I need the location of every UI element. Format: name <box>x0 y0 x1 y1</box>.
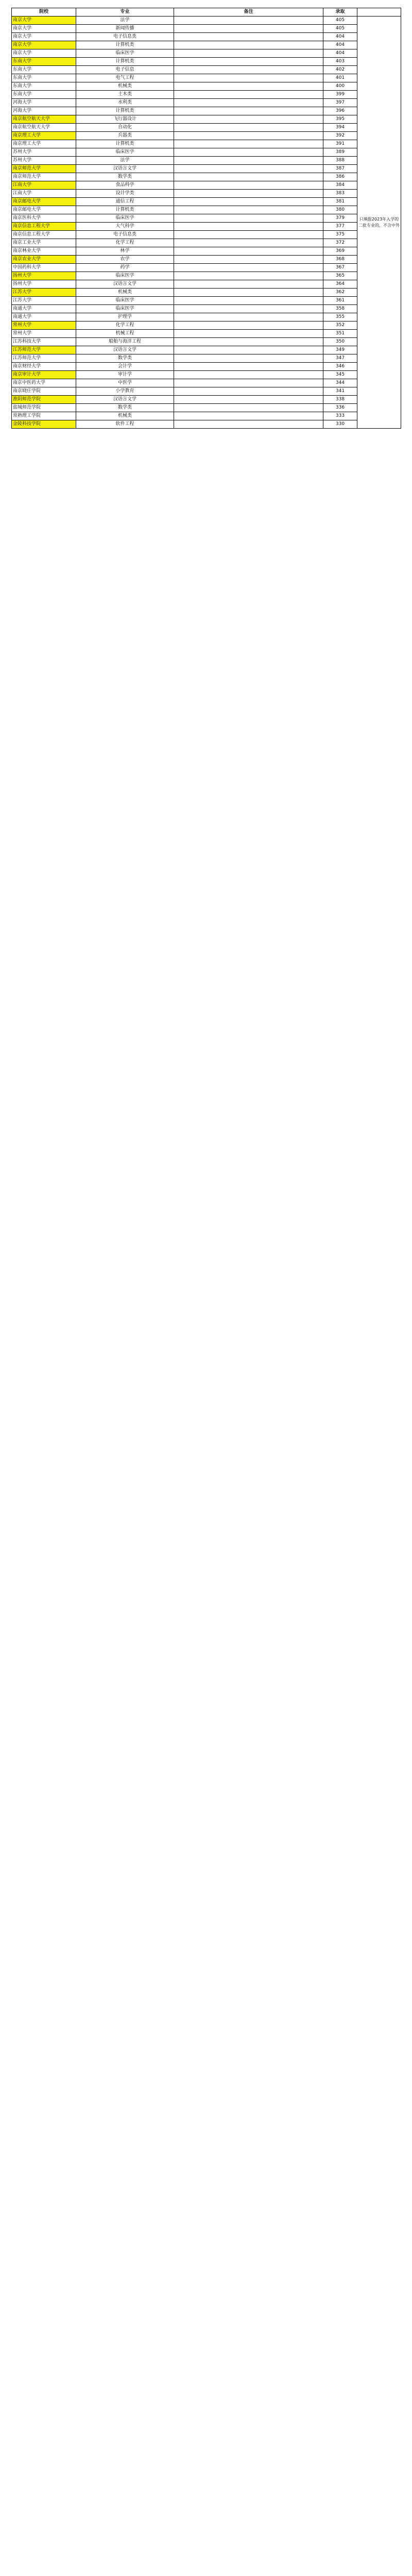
school-cell: 南京财经大学 <box>12 363 76 371</box>
remark-cell <box>174 198 323 206</box>
major-cell: 飞行器设计 <box>76 115 174 124</box>
table-row <box>12 157 401 165</box>
score-cell: 336 <box>323 404 357 412</box>
major-cell: 护理学 <box>76 313 174 321</box>
major-cell: 汉语言文学 <box>76 346 174 354</box>
major-cell: 软件工程 <box>76 420 174 429</box>
major-cell: 电子信息类 <box>76 231 174 239</box>
remark-cell <box>174 338 323 346</box>
school-cell: 南京大学 <box>12 33 76 41</box>
major-cell: 数学类 <box>76 354 174 363</box>
remark-cell <box>174 404 323 412</box>
remark-cell <box>174 223 323 231</box>
remark-cell <box>174 91 323 99</box>
table-row <box>12 247 401 256</box>
score-cell: 345 <box>323 371 357 379</box>
remark-cell <box>174 330 323 338</box>
table-row <box>12 264 401 272</box>
major-cell: 计算机类 <box>76 206 174 214</box>
table-row <box>12 396 401 404</box>
major-cell: 汉语言文学 <box>76 396 174 404</box>
remark-cell <box>174 41 323 49</box>
school-cell: 淮阴师范学院 <box>12 396 76 404</box>
header-remark: 备注 <box>174 8 323 16</box>
major-cell: 汉语言文学 <box>76 165 174 173</box>
major-cell: 计算机类 <box>76 58 174 66</box>
score-cell: 350 <box>323 338 357 346</box>
school-cell: 南京邮电大学 <box>12 198 76 206</box>
score-cell: 369 <box>323 247 357 256</box>
major-cell: 临床医学 <box>76 49 174 58</box>
remark-cell <box>174 272 323 280</box>
school-cell: 江南大学 <box>12 190 76 198</box>
header-school: 院校 <box>12 8 76 16</box>
major-cell: 机械类 <box>76 412 174 420</box>
school-cell: 金陵科技学院 <box>12 420 76 429</box>
school-cell: 苏州大学 <box>12 157 76 165</box>
school-cell: 南京医科大学 <box>12 214 76 223</box>
remark-cell <box>174 412 323 420</box>
school-cell: 南京大学 <box>12 25 76 33</box>
remark-cell <box>174 379 323 387</box>
table-row <box>12 321 401 330</box>
score-cell: 379 <box>323 214 357 223</box>
table-row <box>12 74 401 82</box>
header-score: 录取 <box>323 8 357 16</box>
remark-cell <box>174 25 323 33</box>
table-body <box>12 16 401 429</box>
score-cell: 402 <box>323 66 357 74</box>
table-row <box>12 256 401 264</box>
table-row <box>12 66 401 74</box>
table-row <box>12 49 401 58</box>
remark-cell <box>174 148 323 157</box>
school-cell: 南京理工大学 <box>12 140 76 148</box>
score-cell: 361 <box>323 297 357 305</box>
table-row <box>12 173 401 181</box>
table-row <box>12 354 401 363</box>
score-cell: 365 <box>323 272 357 280</box>
table-row <box>12 107 401 115</box>
major-cell: 药学 <box>76 264 174 272</box>
school-cell: 南京邮电大学 <box>12 206 76 214</box>
table-row <box>12 379 401 387</box>
remark-cell <box>174 363 323 371</box>
table-row <box>12 313 401 321</box>
score-cell: 403 <box>323 58 357 66</box>
note-cell: 只填报2023年入学的二批专业的，不含中外 <box>357 16 401 429</box>
remark-cell <box>174 74 323 82</box>
table-row <box>12 223 401 231</box>
remark-cell <box>174 239 323 247</box>
table-row <box>12 132 401 140</box>
remark-cell <box>174 305 323 313</box>
table-row <box>12 25 401 33</box>
score-cell: 397 <box>323 99 357 107</box>
remark-cell <box>174 49 323 58</box>
score-cell: 404 <box>323 49 357 58</box>
admission-table <box>11 8 401 429</box>
school-cell: 南京信息工程大学 <box>12 223 76 231</box>
remark-cell <box>174 82 323 91</box>
table-row <box>12 124 401 132</box>
score-cell: 383 <box>323 190 357 198</box>
school-cell: 南京师范大学 <box>12 165 76 173</box>
score-cell: 400 <box>323 82 357 91</box>
table-header-row <box>12 8 401 16</box>
major-cell: 计算机类 <box>76 107 174 115</box>
score-cell: 381 <box>323 198 357 206</box>
header-note <box>357 8 401 16</box>
score-cell: 330 <box>323 420 357 429</box>
major-cell: 新闻传播 <box>76 25 174 33</box>
score-cell: 344 <box>323 379 357 387</box>
remark-cell <box>174 396 323 404</box>
score-cell: 389 <box>323 148 357 157</box>
table-row <box>12 33 401 41</box>
major-cell: 林学 <box>76 247 174 256</box>
school-cell: 常州大学 <box>12 321 76 330</box>
remark-cell <box>174 297 323 305</box>
school-cell: 江南大学 <box>12 181 76 190</box>
table-row <box>12 338 401 346</box>
score-cell: 368 <box>323 256 357 264</box>
score-cell: 362 <box>323 289 357 297</box>
major-cell: 机械类 <box>76 289 174 297</box>
school-cell: 江苏科技大学 <box>12 338 76 346</box>
score-cell: 364 <box>323 280 357 289</box>
score-cell: 388 <box>323 157 357 165</box>
table-row <box>12 297 401 305</box>
major-cell: 数学类 <box>76 404 174 412</box>
score-cell: 392 <box>323 132 357 140</box>
major-cell: 水利类 <box>76 99 174 107</box>
school-cell: 南京师范大学 <box>12 173 76 181</box>
table-row <box>12 41 401 49</box>
score-cell: 358 <box>323 305 357 313</box>
school-cell: 东南大学 <box>12 58 76 66</box>
major-cell: 法学 <box>76 16 174 25</box>
remark-cell <box>174 214 323 223</box>
table-row <box>12 206 401 214</box>
score-cell: 352 <box>323 321 357 330</box>
score-cell: 355 <box>323 313 357 321</box>
remark-cell <box>174 165 323 173</box>
table-row <box>12 305 401 313</box>
remark-cell <box>174 58 323 66</box>
score-cell: 375 <box>323 231 357 239</box>
school-cell: 南京晓庄学院 <box>12 387 76 396</box>
school-cell: 南京航空航天大学 <box>12 115 76 124</box>
table-row <box>12 148 401 157</box>
school-cell: 南京信息工程大学 <box>12 231 76 239</box>
score-cell: 391 <box>323 140 357 148</box>
major-cell: 汉语言文学 <box>76 280 174 289</box>
remark-cell <box>174 173 323 181</box>
major-cell: 大气科学 <box>76 223 174 231</box>
major-cell: 法学 <box>76 157 174 165</box>
school-cell: 南京大学 <box>12 49 76 58</box>
table-row <box>12 198 401 206</box>
school-cell: 常州大学 <box>12 330 76 338</box>
score-cell: 338 <box>323 396 357 404</box>
table-row <box>12 387 401 396</box>
major-cell: 计算机类 <box>76 41 174 49</box>
remark-cell <box>174 190 323 198</box>
school-cell: 南京理工大学 <box>12 132 76 140</box>
major-cell: 设计学类 <box>76 190 174 198</box>
major-cell: 数学类 <box>76 173 174 181</box>
school-cell: 江苏大学 <box>12 297 76 305</box>
major-cell: 化学工程 <box>76 321 174 330</box>
school-cell: 南通大学 <box>12 313 76 321</box>
school-cell: 南京工业大学 <box>12 239 76 247</box>
school-cell: 南京航空航天大学 <box>12 124 76 132</box>
score-cell: 399 <box>323 91 357 99</box>
table-row <box>12 115 401 124</box>
school-cell: 苏州大学 <box>12 148 76 157</box>
score-cell: 351 <box>323 330 357 338</box>
score-cell: 404 <box>323 41 357 49</box>
remark-cell <box>174 107 323 115</box>
major-cell: 电气工程 <box>76 74 174 82</box>
table-row <box>12 91 401 99</box>
remark-cell <box>174 420 323 429</box>
school-cell: 南通大学 <box>12 305 76 313</box>
school-cell: 江苏大学 <box>12 289 76 297</box>
major-cell: 计算机类 <box>76 140 174 148</box>
table-row <box>12 16 401 25</box>
table-row <box>12 280 401 289</box>
table-row <box>12 214 401 223</box>
remark-cell <box>174 132 323 140</box>
remark-cell <box>174 256 323 264</box>
remark-cell <box>174 16 323 25</box>
school-cell: 盐城师范学院 <box>12 404 76 412</box>
school-cell: 东南大学 <box>12 91 76 99</box>
school-cell: 南京农业大学 <box>12 256 76 264</box>
remark-cell <box>174 206 323 214</box>
table-row <box>12 371 401 379</box>
school-cell: 东南大学 <box>12 74 76 82</box>
remark-cell <box>174 157 323 165</box>
remark-cell <box>174 247 323 256</box>
remark-cell <box>174 346 323 354</box>
remark-cell <box>174 33 323 41</box>
school-cell: 河海大学 <box>12 107 76 115</box>
school-cell: 扬州大学 <box>12 280 76 289</box>
score-cell: 405 <box>323 25 357 33</box>
table-row <box>12 239 401 247</box>
school-cell: 常熟理工学院 <box>12 412 76 420</box>
school-cell: 扬州大学 <box>12 272 76 280</box>
major-cell: 电子信息 <box>76 66 174 74</box>
remark-cell <box>174 66 323 74</box>
major-cell: 自动化 <box>76 124 174 132</box>
remark-cell <box>174 354 323 363</box>
major-cell: 农学 <box>76 256 174 264</box>
table-row <box>12 231 401 239</box>
remark-cell <box>174 313 323 321</box>
school-cell: 东南大学 <box>12 66 76 74</box>
table-row <box>12 404 401 412</box>
score-cell: 346 <box>323 363 357 371</box>
table-row <box>12 420 401 429</box>
major-cell: 船舶与海洋工程 <box>76 338 174 346</box>
school-cell: 南京大学 <box>12 16 76 25</box>
score-cell: 377 <box>323 223 357 231</box>
remark-cell <box>174 387 323 396</box>
table-row <box>12 289 401 297</box>
major-cell: 兵器类 <box>76 132 174 140</box>
major-cell: 机械工程 <box>76 330 174 338</box>
remark-cell <box>174 289 323 297</box>
remark-cell <box>174 115 323 124</box>
table-row <box>12 412 401 420</box>
school-cell: 南京审计大学 <box>12 371 76 379</box>
major-cell: 临床医学 <box>76 297 174 305</box>
table-row <box>12 346 401 354</box>
table-row <box>12 272 401 280</box>
remark-cell <box>174 280 323 289</box>
major-cell: 临床医学 <box>76 272 174 280</box>
score-cell: 394 <box>323 124 357 132</box>
school-cell: 南京大学 <box>12 41 76 49</box>
score-cell: 349 <box>323 346 357 354</box>
school-cell: 南京林业大学 <box>12 247 76 256</box>
header-major: 专业 <box>76 8 174 16</box>
score-cell: 367 <box>323 264 357 272</box>
remark-cell <box>174 140 323 148</box>
major-cell: 食品科学 <box>76 181 174 190</box>
major-cell: 会计学 <box>76 363 174 371</box>
major-cell: 电子信息类 <box>76 33 174 41</box>
remark-cell <box>174 181 323 190</box>
score-cell: 347 <box>323 354 357 363</box>
score-cell: 401 <box>323 74 357 82</box>
major-cell: 化学工程 <box>76 239 174 247</box>
table-row <box>12 190 401 198</box>
score-cell: 387 <box>323 165 357 173</box>
score-cell: 396 <box>323 107 357 115</box>
score-cell: 380 <box>323 206 357 214</box>
school-cell: 江苏师范大学 <box>12 346 76 354</box>
school-cell: 南京中医药大学 <box>12 379 76 387</box>
table-row <box>12 330 401 338</box>
score-cell: 404 <box>323 33 357 41</box>
major-cell: 小学教育 <box>76 387 174 396</box>
score-cell: 372 <box>323 239 357 247</box>
major-cell: 通信工程 <box>76 198 174 206</box>
admission-sheet <box>11 8 401 429</box>
table-row <box>12 58 401 66</box>
remark-cell <box>174 124 323 132</box>
remark-cell <box>174 321 323 330</box>
remark-cell <box>174 99 323 107</box>
table-row <box>12 181 401 190</box>
remark-cell <box>174 371 323 379</box>
major-cell: 临床医学 <box>76 305 174 313</box>
major-cell: 审计学 <box>76 371 174 379</box>
school-cell: 江苏师范大学 <box>12 354 76 363</box>
remark-cell <box>174 231 323 239</box>
school-cell: 中国药科大学 <box>12 264 76 272</box>
major-cell: 临床医学 <box>76 148 174 157</box>
major-cell: 中医学 <box>76 379 174 387</box>
table-row <box>12 165 401 173</box>
table-row <box>12 99 401 107</box>
school-cell: 河海大学 <box>12 99 76 107</box>
table-row <box>12 363 401 371</box>
major-cell: 临床医学 <box>76 214 174 223</box>
score-cell: 341 <box>323 387 357 396</box>
school-cell: 东南大学 <box>12 82 76 91</box>
table-row <box>12 82 401 91</box>
score-cell: 405 <box>323 16 357 25</box>
score-cell: 395 <box>323 115 357 124</box>
remark-cell <box>174 264 323 272</box>
major-cell: 机械类 <box>76 82 174 91</box>
score-cell: 386 <box>323 173 357 181</box>
score-cell: 333 <box>323 412 357 420</box>
score-cell: 384 <box>323 181 357 190</box>
major-cell: 土木类 <box>76 91 174 99</box>
table-row <box>12 140 401 148</box>
